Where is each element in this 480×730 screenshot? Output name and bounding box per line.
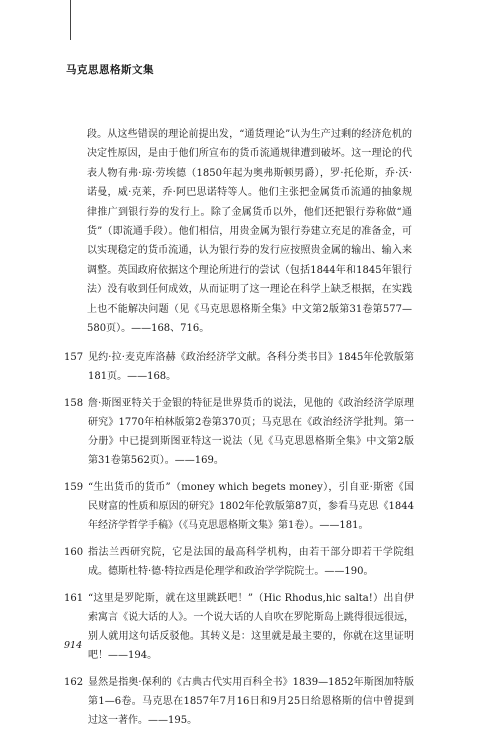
- endnote-160: [64, 543, 414, 581]
- page-number: 914: [64, 640, 83, 651]
- running-title: 马克思恩格斯文集: [66, 64, 154, 76]
- endnote-text: 显然是指奥·保利的《古典古代实用百科全书》1839—1852年斯图加特版第1—6卷。马克思在1857年7月16日和9月25日给恩格斯的信中曾提到过这一著作。——195。: [88, 677, 414, 726]
- endnote-text: 詹·斯图亚特关于金银的特征是世界货币的说法，见他的《政治经济学原理研究》1770年柏林版第2卷第370页；马克思在《政治经济学批判。第一分册》中已提到斯图亚特这一说法（见《马克思恩格斯全集》中文第2版第31卷第562页）。——169。: [88, 398, 414, 466]
- endnote-number: 161: [64, 593, 84, 604]
- endnote-158: [64, 394, 414, 470]
- endnote-157: [64, 348, 414, 386]
- endnote-number: 157: [64, 352, 84, 363]
- endnote-text: “生出货币的货币”（money which begets money），引自亚·斯密《国民财富的性质和原因的研究》1802年伦敦版第87页，参看马克思《1844年经济学哲学手稿》（《马克思恩格斯文集》第1卷）。——181。: [88, 482, 414, 531]
- endnote-text: 见约·拉·麦克库洛赫《政治经济学文献。各科分类书目》1845年伦敦版第181页。——168。: [88, 352, 414, 382]
- endnote-159: [64, 478, 414, 535]
- endnote-text: “这里是罗陀斯，就在这里跳跃吧！”（Hic Rhodus,hic salta!）出自伊索寓言《说大话的人》。一个说大话的人自吹在罗陀斯岛上跳得很远很远，别人就用这句话反驳他。其转义是：这里就是最主要的，你就在这里证明吧！——194。: [88, 593, 414, 661]
- endnote-number: 159: [64, 482, 84, 493]
- note-continuation-paragraph: 段。从这些错误的理论前提出发，“通货理论”认为生产过剩的经济危机的决定性原因，是由于他们所宣布的货币流通规律遭到破坏。这一理论的代表人物有弗·琼·劳埃德（1850年起为奥弗斯顿男爵），罗·托伦斯，乔·沃·诺曼，威·克莱，乔·阿巴思诺特等人。他们主张把金属货币流通的抽象规律推广到银行券的发行上。除了金属货币以外，他们还把银行券称做“通货”（即流通手段）。他们相信，用贵金属为银行券建立充足的准备金，可以实现稳定的货币流通，认为银行券的发行应按照贵金属的输出、输入来调整。英国政府依据这个理论所进行的尝试（包括1844年和1845年银行法）没有收到任何成效，从而证明了这一理论在科学上缺乏根据，在实践上也不能解决问题（见《马克思恩格斯全集》中文第2版第31卷第577—580页）。——168、716。: [87, 129, 412, 335]
- endnote-number: 162: [64, 677, 84, 688]
- endnote-162: [64, 673, 414, 730]
- endnote-text: 指法兰西研究院，它是法国的最高科学机构，由若干部分即若干学院组成。德斯杜特·德·特拉西是伦理学和政治学学院院士。——190。: [88, 547, 414, 577]
- endnote-number: 160: [64, 547, 84, 558]
- endnote-number: 158: [64, 398, 84, 409]
- margin-rule: [70, 0, 71, 40]
- endnote-161: [64, 589, 414, 665]
